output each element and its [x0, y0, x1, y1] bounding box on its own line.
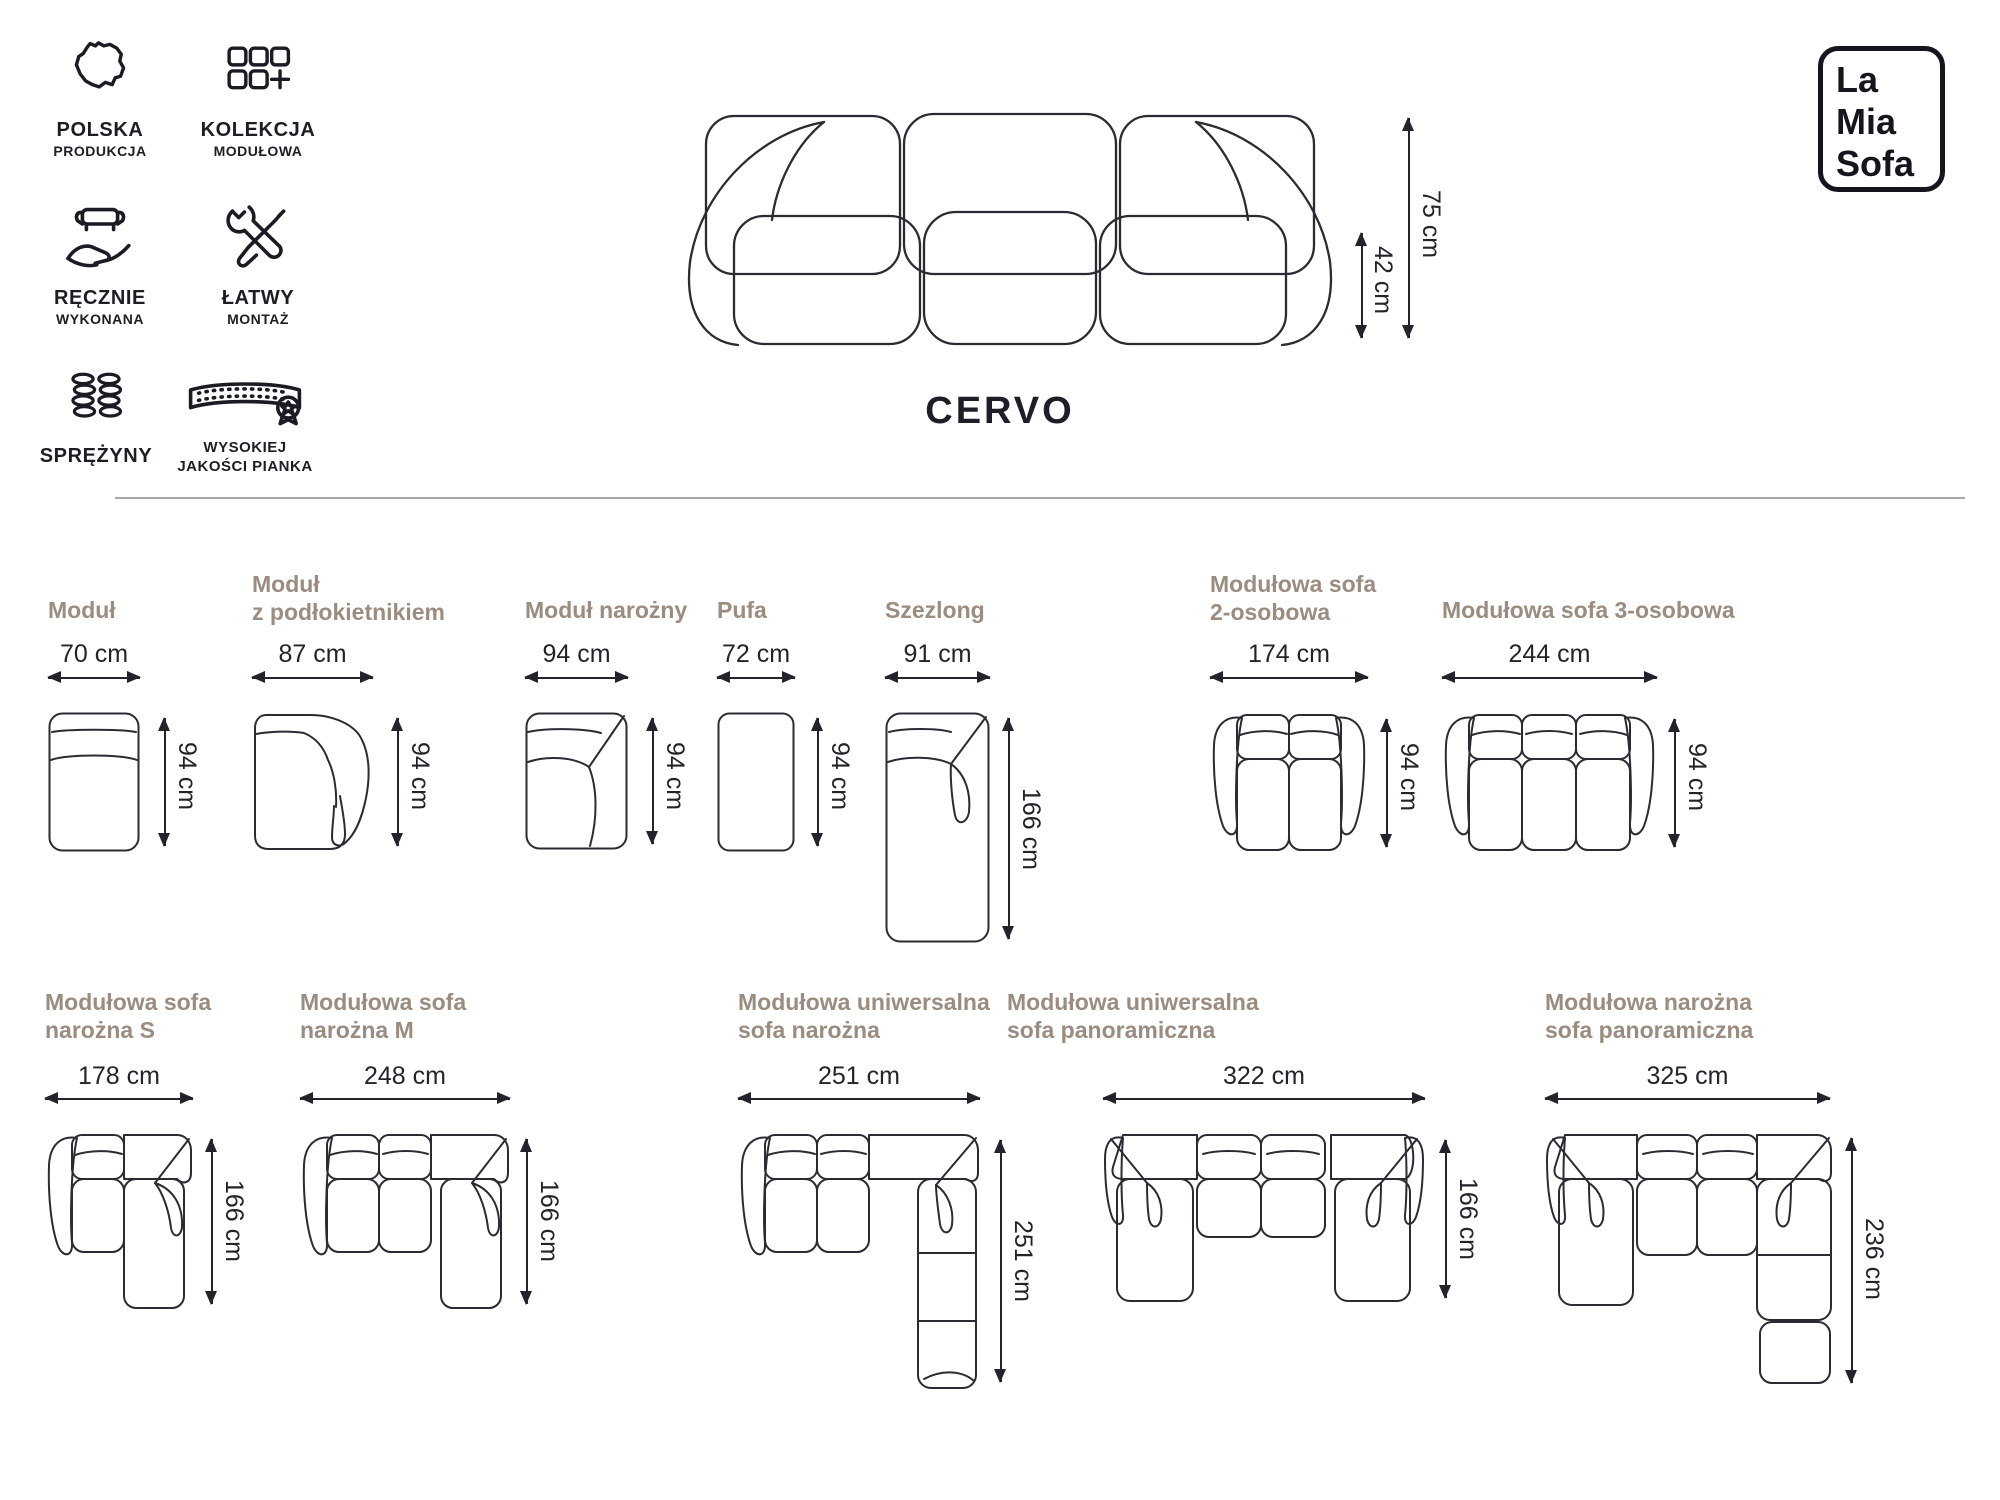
- width-value: 244 cm: [1508, 640, 1591, 668]
- feature-title: RĘCZNIE: [54, 287, 146, 309]
- feature-title: KOLEKCJA: [200, 119, 316, 141]
- width-value: 322 cm: [1223, 1062, 1305, 1090]
- width-value: 325 cm: [1646, 1062, 1729, 1090]
- feature-wysokiej-jakosci-pianka: [165, 366, 325, 476]
- sofa-front-view-drawing: [672, 112, 1348, 348]
- product-name: Modułowa narożna: [1545, 989, 1752, 1015]
- width-value: 248 cm: [364, 1062, 446, 1090]
- feature-sprezyny: [16, 366, 176, 468]
- width-value: 70 cm: [59, 640, 129, 668]
- seat-height-value: 42 cm: [1369, 246, 1397, 315]
- depth-arrow: [526, 1139, 528, 1304]
- depth-value: 166 cm: [1017, 788, 1045, 870]
- width-value: 174 cm: [1248, 640, 1330, 668]
- depth-value: 166 cm: [1454, 1178, 1482, 1260]
- feature-recznie-wykonana: [20, 200, 180, 329]
- feature-subtitle: WYKONANA: [56, 311, 144, 327]
- sofa-3-seat-top-view: [1442, 713, 1657, 853]
- product-name: Moduł: [252, 571, 320, 597]
- chaise-top-view: [885, 712, 990, 943]
- width-value: 87 cm: [278, 640, 347, 668]
- module-top-view: [48, 712, 140, 852]
- width-arrow: [717, 677, 795, 679]
- sofa-2-seat-top-view: [1210, 713, 1368, 853]
- corner-module-top-view: [525, 712, 628, 850]
- width-arrow: [45, 1098, 193, 1100]
- depth-arrow: [652, 718, 654, 844]
- product-name-line2: sofa panoramiczna: [1545, 1017, 1754, 1043]
- page-title: CERVO: [925, 390, 1075, 432]
- feature-subtitle: JAKOŚCI PIANKA: [177, 458, 313, 475]
- depth-arrow: [1008, 718, 1010, 939]
- depth-value: 236 cm: [1860, 1218, 1888, 1300]
- width-arrow: [1210, 677, 1368, 679]
- product-name-line2: sofa narożna: [738, 1017, 880, 1043]
- feature-kolekcja-modulowa: [178, 36, 338, 161]
- universal-corner-sofa-top-view: [738, 1133, 980, 1390]
- width-arrow: [252, 677, 373, 679]
- depth-value: 94 cm: [173, 742, 201, 811]
- depth-arrow: [1674, 719, 1676, 847]
- width-value: 251 cm: [818, 1062, 900, 1090]
- la-mia-sofa-logo: [1818, 46, 1945, 192]
- feature-title: ŁATWY: [221, 287, 295, 309]
- product-name: Modułowa uniwersalna: [738, 989, 990, 1015]
- width-arrow: [48, 677, 140, 679]
- depth-arrow: [1445, 1140, 1447, 1298]
- depth-arrow: [211, 1139, 213, 1304]
- width-arrow: [300, 1098, 510, 1100]
- depth-value: 166 cm: [220, 1180, 248, 1262]
- panoramic-sofa-top-view: [1103, 1133, 1425, 1303]
- section-divider: [115, 497, 1965, 499]
- depth-value: 166 cm: [535, 1180, 563, 1262]
- product-name: Pufa: [717, 597, 767, 623]
- feature-subtitle: MONTAŻ: [227, 311, 289, 327]
- product-name-line2: 2-osobowa: [1210, 599, 1331, 625]
- width-arrow: [1103, 1098, 1425, 1100]
- panoramic-corner-sofa-top-view: [1545, 1133, 1833, 1385]
- product-name: Modułowa sofa: [45, 989, 212, 1015]
- width-value: 72 cm: [721, 640, 791, 668]
- product-name-line2: narożna M: [300, 1017, 414, 1043]
- high-quality-foam-icon: [180, 366, 310, 430]
- depth-value: 94 cm: [826, 742, 854, 811]
- width-value: 178 cm: [78, 1062, 160, 1090]
- feature-title: POLSKA: [56, 119, 144, 141]
- depth-value: 94 cm: [1683, 743, 1711, 812]
- total-height-value: 75 cm: [1417, 190, 1445, 259]
- corner-sofa-m-top-view: [300, 1133, 510, 1310]
- width-arrow: [738, 1098, 980, 1100]
- depth-arrow: [164, 718, 166, 846]
- total-height-arrow: [1408, 118, 1410, 338]
- feature-polska-produkcja: [20, 36, 180, 161]
- width-arrow: [525, 677, 628, 679]
- poland-map-icon: [62, 36, 138, 112]
- feature-subtitle: PRODUKCJA: [53, 143, 147, 159]
- logo-line: Sofa: [1836, 143, 1915, 184]
- feature-subtitle: MODUŁOWA: [213, 143, 303, 159]
- product-name: Moduł: [48, 597, 116, 623]
- product-name: Modułowa sofa 3-osobowa: [1442, 597, 1735, 623]
- logo-line: La: [1836, 59, 1879, 100]
- width-arrow: [885, 677, 990, 679]
- depth-value: 94 cm: [1395, 743, 1423, 812]
- depth-arrow: [817, 718, 819, 846]
- product-name-line2: sofa panoramiczna: [1007, 1017, 1216, 1043]
- corner-sofa-s-top-view: [45, 1133, 193, 1310]
- module-armrest-top-view: [252, 712, 373, 852]
- seat-height-arrow: [1361, 233, 1363, 338]
- product-name: Modułowa sofa: [1210, 571, 1377, 597]
- product-name: Szezlong: [885, 597, 985, 623]
- handmade-sofa-icon: [60, 200, 140, 280]
- springs-icon: [60, 366, 132, 438]
- width-value: 94 cm: [542, 640, 611, 668]
- depth-arrow: [1851, 1138, 1853, 1383]
- modular-collection-icon: [220, 36, 296, 112]
- easy-assembly-tools-icon: [218, 200, 298, 280]
- logo-line: Mia: [1836, 101, 1897, 142]
- width-arrow: [1442, 677, 1657, 679]
- product-name: Modułowa uniwersalna: [1007, 989, 1259, 1015]
- feature-latwy-montaz: [178, 200, 338, 329]
- product-name: Moduł narożny: [525, 597, 688, 623]
- width-value: 91 cm: [903, 640, 972, 668]
- depth-value: 94 cm: [406, 742, 434, 811]
- product-name: Modułowa sofa: [300, 989, 467, 1015]
- product-name-line2: z podłokietnikiem: [252, 599, 445, 625]
- pouf-top-view: [717, 712, 795, 852]
- depth-arrow: [1000, 1140, 1002, 1382]
- product-name-line2: narożna S: [45, 1017, 155, 1043]
- feature-title: WYSOKIEJ: [203, 439, 287, 456]
- depth-value: 94 cm: [661, 742, 689, 811]
- depth-arrow: [397, 718, 399, 846]
- width-arrow: [1545, 1098, 1830, 1100]
- depth-arrow: [1386, 719, 1388, 847]
- depth-value: 251 cm: [1009, 1220, 1037, 1302]
- feature-title: SPRĘŻYNY: [39, 445, 153, 467]
